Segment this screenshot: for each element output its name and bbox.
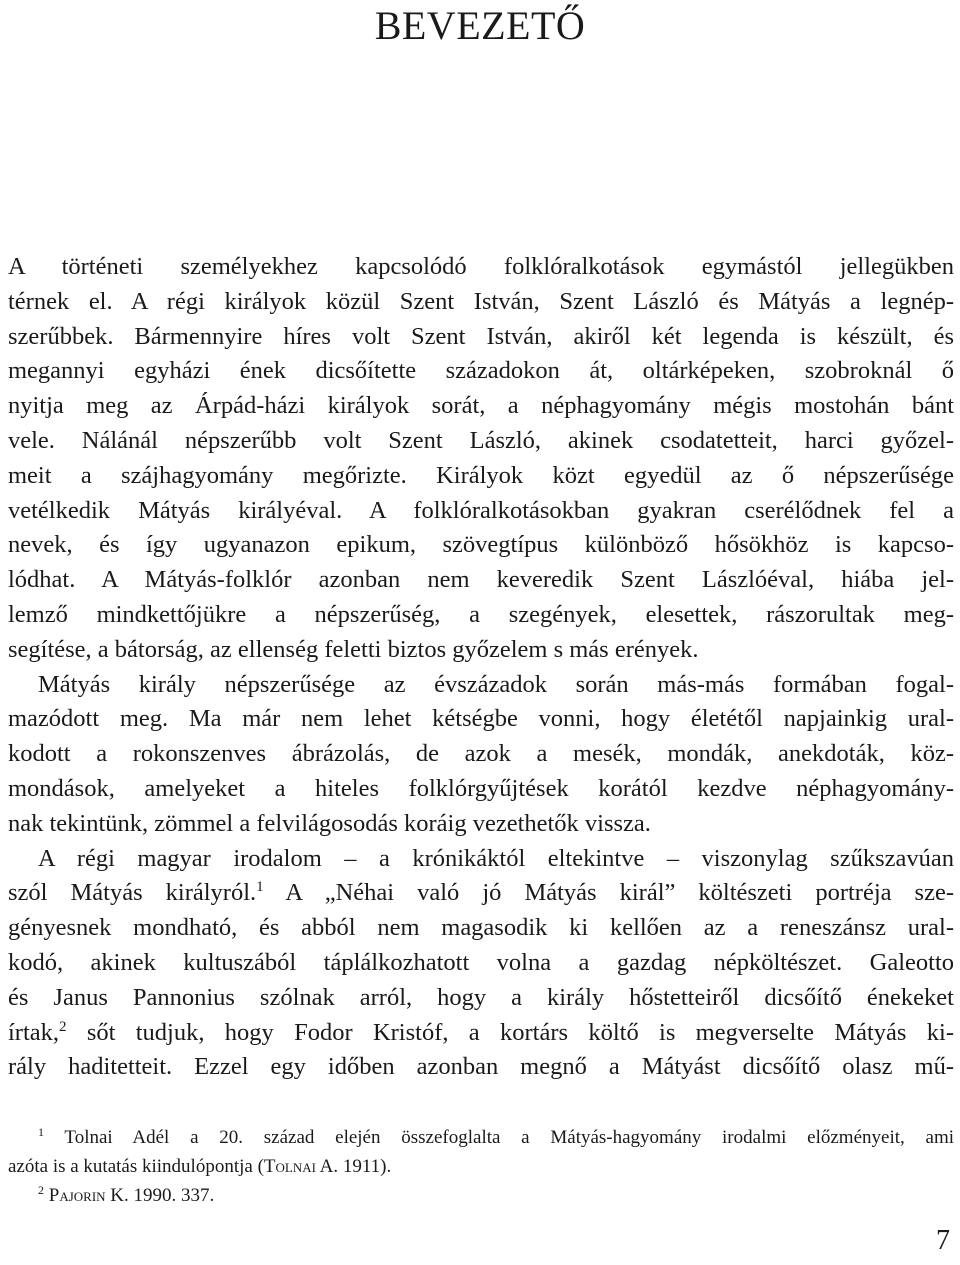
paragraph-2	[8, 668, 954, 842]
footnote-text: Tolnai Adél a 20. század elején összefoglalta a Mátyás-hagyomány irodalmi előzményeit, ami	[44, 1127, 954, 1148]
text-line: mondások, amelyeket a hiteles folklórgyűjtések korától kezdve néphagyomány-	[8, 774, 954, 802]
footnote-1-line	[8, 1123, 954, 1152]
text-segment: írtak,	[8, 1018, 60, 1046]
footnote-text: azóta is a kutatás kiindulópontja (	[8, 1156, 264, 1177]
text-line: rály haditetteit. Ezzel egy időben azonban megnő a Mátyást dicsőítő olasz mű-	[8, 1053, 954, 1081]
text-line: és Janus Pannonius szólnak arról, hogy a király hőstetteiről dicsőítő énekeket	[8, 983, 954, 1011]
footnote-text: K. 1990. 337.	[105, 1185, 215, 1206]
text-line: segítése, a bátorság, az ellenség feletti biztos győzelem s más erények.	[8, 635, 699, 663]
text-line: meit a szájhagyomány megőrizte. Királyok közt egyedül az ő népszerűsége	[8, 461, 954, 489]
text-line: nak tekintünk, zömmel a felvilágosodás koráig vezethetők vissza.	[8, 809, 651, 837]
body-text	[8, 250, 954, 1085]
text-line: térnek el. A régi királyok közül Szent István, Szent László és Mátyás a legnép-	[8, 287, 954, 315]
page-number: 7	[936, 1225, 950, 1256]
footnote-ref-2[interactable]: 2	[59, 1018, 67, 1035]
text-line: A történeti személyekhez kapcsolódó folklóralkotások egymástól jellegükben	[8, 253, 954, 280]
text-segment: A „Néhai való jó Mátyás királ” költészeti portréja sze-	[263, 879, 954, 907]
text-line: kodott a rokonszenves ábrázolás, de azok a mesék, mondák, anekdoták, köz-	[8, 740, 954, 768]
text-line	[8, 876, 954, 911]
text-line: gényesnek mondható, és abból nem magasodik ki kellően az a reneszánsz ural-	[8, 914, 954, 942]
text-line: vele. Nálánál népszerűbb volt Szent László, akinek csodatetteit, harci győzel-	[8, 426, 954, 454]
text-line	[8, 1016, 954, 1051]
paragraph-3	[8, 842, 954, 1086]
paragraph-1	[8, 250, 954, 668]
author-name: Pajorin	[48, 1185, 106, 1206]
text-line: lódhat. A Mátyás-folklór azonban nem keveredik Szent Lászlóéval, hiába jel-	[8, 566, 954, 594]
footnote-text: A. 1911).	[315, 1156, 392, 1177]
page-title: BEVEZETŐ	[374, 3, 586, 48]
text-segment: szól Mátyás királyról.	[8, 879, 257, 907]
text-line: nevek, és így ugyanazon epikum, szövegtípus különböző hősökhöz is kapcso-	[8, 531, 954, 559]
text-line: megannyi egyházi ének dicsőítette századokon át, oltárképeken, szobroknál ő	[8, 357, 954, 385]
text-line: kodó, akinek kultuszából táplálkozhatott volna a gazdag népköltészet. Galeotto	[8, 948, 954, 976]
author-name: Tolnai	[263, 1156, 316, 1177]
footnote-2-line	[8, 1181, 954, 1210]
text-line: vetélkedik Mátyás királyéval. A folklóralkotásokban gyakran cserélődnek fel a	[8, 496, 954, 524]
footnote-1-line	[8, 1152, 954, 1181]
footnote-ref-1[interactable]: 1	[256, 879, 264, 896]
footnote-marker: 1	[38, 1125, 44, 1139]
text-line: lemző mindkettőjükre a népszerűség, a szegények, elesettek, rászorultak meg-	[8, 600, 954, 628]
footnotes	[8, 1123, 954, 1210]
text-segment: sőt tudjuk, hogy Fodor Kristóf, a kortárs költő is megverselte Mátyás ki-	[66, 1018, 954, 1046]
footnote-marker: 2	[38, 1183, 44, 1197]
text-line: szerűbbek. Bármennyire híres volt Szent István, akiről két legenda is készült, és	[8, 322, 954, 350]
text-line: A régi magyar irodalom – a krónikáktól eltekintve – viszonylag szűkszavúan	[38, 844, 954, 872]
text-line: mazódott meg. Ma már nem lehet kétségbe vonni, hogy életétől napjainkig ural-	[8, 705, 954, 733]
text-line: Mátyás király népszerűsége az évszázadok során más-más formában fogal-	[38, 670, 954, 698]
text-line: nyitja meg az Árpád-házi királyok sorát, a néphagyomány mégis mostohán bánt	[8, 392, 954, 420]
